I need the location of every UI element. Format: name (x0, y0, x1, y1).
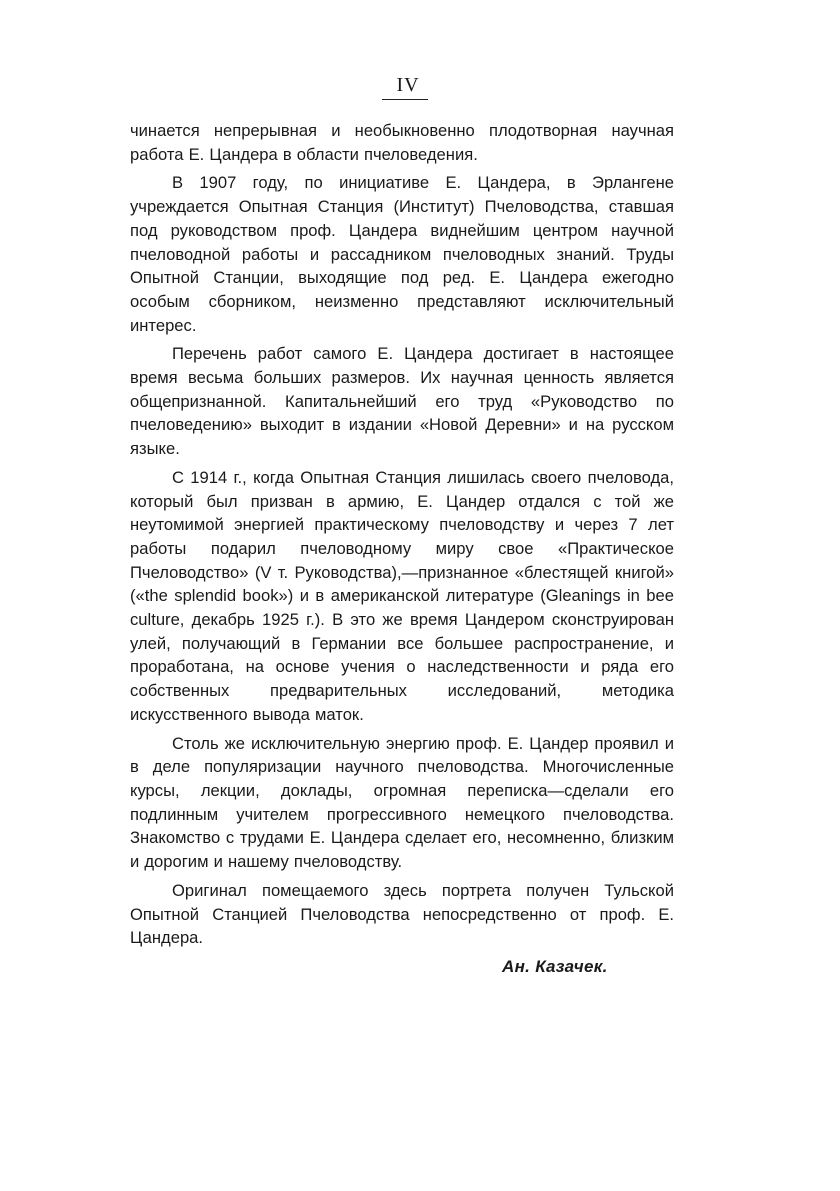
paragraph-portrait-origin: Оригинал помещаемого здесь портрета получен Тульской Опытной Станцией Пчеловодства непосредственно от проф. Е. Цандера. (130, 880, 674, 948)
author-signature: Ан. Казачек. (502, 957, 608, 976)
page-number: IV (396, 74, 420, 96)
page-number-underline (382, 99, 428, 100)
paragraph-works-list: Перечень работ самого Е. Цандера достигает в настоящее время весьма больших размеров. Их научная ценность является общепризнанной. Капитальнейший его труд «Руководство по пчеловедению» выходит в издании «Новой Деревни» и на русском языке. (130, 344, 674, 459)
paragraph-practical-beekeeping: С 1914 г., когда Опытная Станция лишилась своего пчеловода, который был призван в армию, Е. Цандер отдался с той же неутомимой энергией практическому пчеловодству и через 7 лет работы подарил пчеловодному миру свое «Практическое Пчеловодство» (V т. Руководства),—признанное «блестящей книгой» («the splendid book») и в американской литературе (Gleanings in bee culture, декабрь 1925 г.). В это же время Цандером сконструирован улей, получающий в Германии все большее распространение, и проработана, на основе учения о наследственности и ряда его собственных предварительных исследований, методика искусственного вывода маток. (130, 467, 674, 724)
paragraph-erlangen-station: В 1907 году, по инициативе Е. Цандера, в Эрлангене учреждается Опытная Станция (Институт) Пчеловодства, ставшая под руководством проф. Цандера виднейшим центром научной пчеловодной работы и рассадником пчеловодных знаний. Труды Опытной Станции, выходящие под ред. Е. Цандера ежегодно особым сборником, неизменно представляют исключительный интерес. (130, 173, 674, 335)
paragraph-popularization: Столь же исключительную энергию проф. Е. Цандер проявил и в деле популяризации научного пчеловодства. Многочисленные курсы, лекции, доклады, огромная переписка—сделали его подлинным учителем прогрессивного немецкого пчеловодства. Знакомство с трудами Е. Цандера сделает его, несомненно, близким и дорогим и нашему пчеловодству. (130, 733, 674, 872)
paragraph-continuation: чинается непрерывная и необыкновенно плодотворная научная работа Е. Цандера в области пчеловедения. (130, 121, 674, 164)
body-text (130, 119, 674, 955)
